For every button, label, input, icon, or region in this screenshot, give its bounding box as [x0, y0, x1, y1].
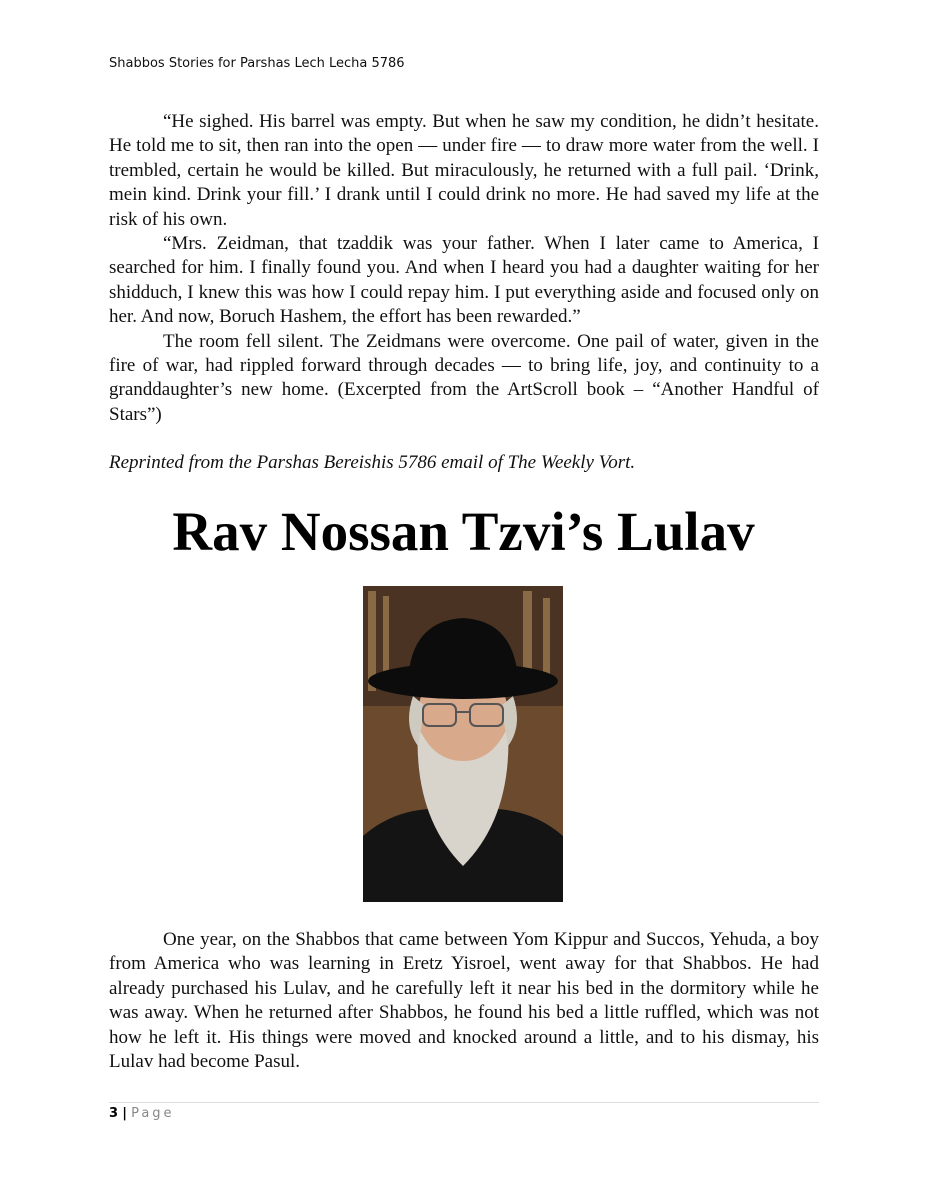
footer-separator: |	[122, 1106, 127, 1121]
story2-body	[109, 928, 819, 1074]
paragraph: The room fell silent. The Zeidmans were overcome. One pail of water, given in the fire of war, had rippled forward through decades — to bring life, joy, and continuity to a granddaughter’s new home. (Excerpted from the ArtScroll book – “Another Handful of Stars”)	[109, 330, 819, 425]
reprint-credit: Reprinted from the Parshas Bereishis 5786 email of The Weekly Vort.	[109, 452, 636, 473]
running-header: Shabbos Stories for Parshas Lech Lecha 5786	[109, 56, 405, 71]
story1-body	[109, 110, 819, 427]
page-footer	[109, 1106, 175, 1121]
page-number: 3	[109, 1106, 119, 1121]
portrait-photo	[363, 586, 563, 902]
story-title: Rav Nossan Tzvi’s Lulav	[172, 501, 755, 562]
footer-divider	[109, 1102, 819, 1103]
page-label: Page	[131, 1106, 175, 1121]
paragraph: One year, on the Shabbos that came between Yom Kippur and Succos, Yehuda, a boy from America who was learning in Eretz Yisroel, went away for that Shabbos. He had already purchased his Lulav, and he carefully left it near his bed in the dormitory while he was away. When he returned after Shabbos, he found his bed a little ruffled, which was not how he left it. His things were moved and knocked around a little, and to his dismay, his Lulav had become Pasul.	[109, 929, 819, 1073]
paragraph: “Mrs. Zeidman, that tzaddik was your father. When I later came to America, I searched for him. I finally found you. And when I heard you had a daughter waiting for her shidduch, I knew this was how I could repay him. I put everything aside and focused only on her. And now, Boruch Hashem, the effort has been rewarded.”	[109, 233, 819, 328]
paragraph: “He sighed. His barrel was empty. But when he saw my condition, he didn’t hesitate. He told me to sit, then ran into the open — under fire — to draw more water from the well. I trembled, certain he would be killed. But miraculously, he returned with a full pail. ‘Drink, mein kind. Drink your fill.’ I drank until I could drink no more. He had saved my life at the risk of his own.	[109, 111, 819, 230]
